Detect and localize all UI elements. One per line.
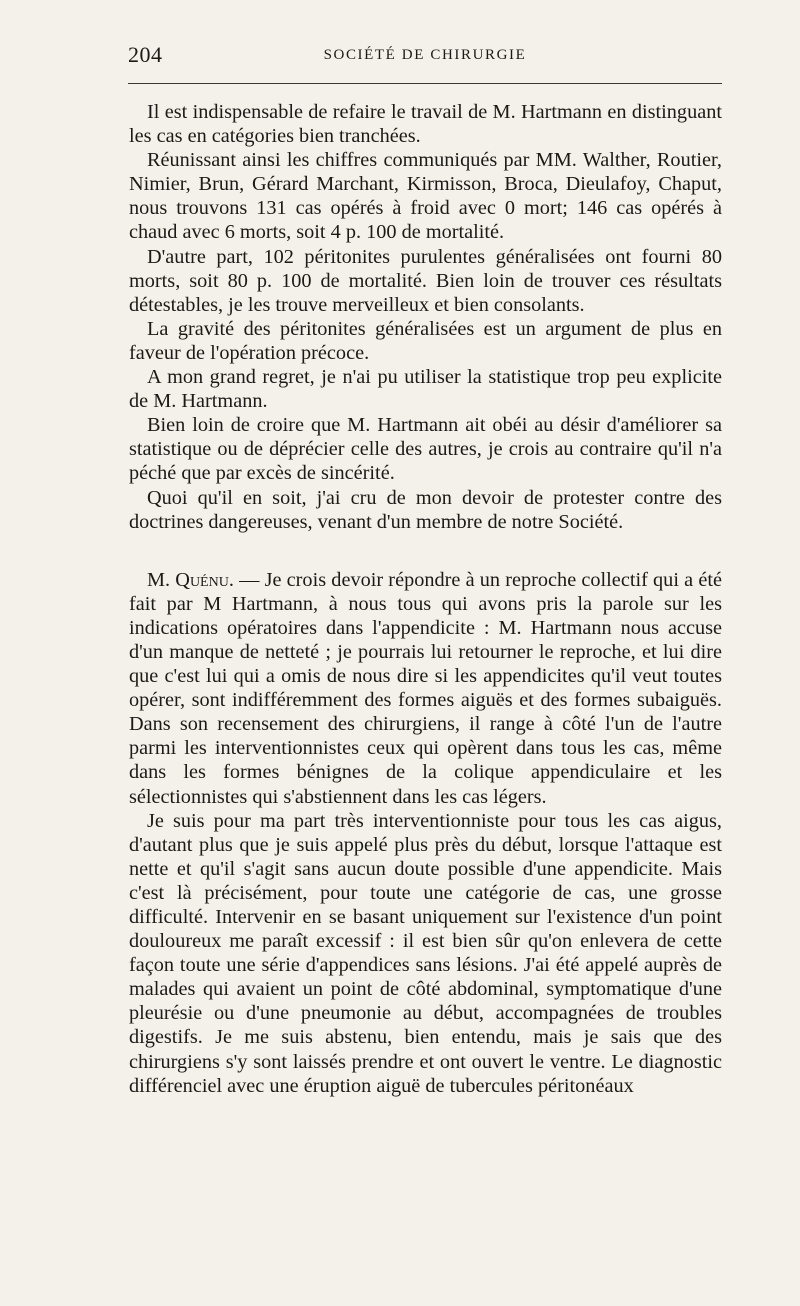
paragraph-2: Réunissant ainsi les chiffres communiqués par MM. Walther, Routier, Nimier, Brun, Gérard Marchant, Kirmisson, Broca, Dieulafoy, Chaput, nous trouvons 131 cas opérés à froid avec 0 mort; 146 cas opérés à chaud avec 6 morts, soit 4 p. 100 de mortalité. bbox=[129, 149, 722, 244]
paragraph-8-text: — Je crois devoir répondre à un reproche collectif qui a été fait par M Hartmann, à nous tous qui avons pris la parole sur les indications opératoires dans l'appendicite : M. Hartmann nous accuse d'un manque de netteté ; je pourrais lui retourner le reproche, et lui dire que c'est lui qui a omis de nous dire si les appendicites qu'il veut toutes opérer, sont indifféremment des formes aiguës et des formes subaiguës. Dans son recensement des chirurgiens, il range à côté l'un de l'autre parmi les interventionnistes ceux qui opèrent dans tous les cas, même dans les formes bénignes de la colique appendiculaire et les sélectionnistes qui s'abstiennent dans les cas légers. bbox=[129, 568, 722, 808]
paragraph-9: Je suis pour ma part très interventionniste pour tous les cas aigus, d'autant plus que je suis appelé plus près du début, lorsque l'attaque est nette et qu'il s'agit sans aucun doute possible d'une appendicite. Mais c'est là précisément, pour toute une catégorie de cas, une grosse difficulté. Intervenir en se basant uniquement sur l'existence d'un point douloureux me paraît excessif : il est bien sûr qu'on enlevera de cette façon toute une série d'appendices sans lésions. J'ai été appelé auprès de malades qui avaient un point de côté abdominal, symptomatique d'une pleurésie ou d'une pneumonie au début, accompagnées de troubles digestifs. Je me suis abstenu, bien entendu, mais je sais que des chirurgiens s'y sont laissés prendre et ont ouvert le ventre. Le diagnostic différenciel avec une éruption aiguë de tubercules péritonéaux bbox=[129, 809, 722, 1097]
paragraph-4: La gravité des péritonites généralisées est un argument de plus en faveur de l'opération précoce. bbox=[129, 317, 722, 364]
speaker-name: M. Quénu. bbox=[147, 568, 234, 591]
running-title: SOCIÉTÉ DE CHIRURGIE bbox=[323, 47, 527, 63]
body-text bbox=[129, 100, 722, 1098]
paragraph-3: D'autre part, 102 péritonites purulentes généralisées ont fourni 80 morts, soit 80 p. 100 de mortalité. Bien loin de trouver ces résultats détestables, je les trouve merveilleux et bien consolants. bbox=[129, 245, 722, 316]
page-number: 204 bbox=[128, 42, 163, 67]
paragraph-1: Il est indispensable de refaire le travail de M. Hartmann en distinguant les cas en catégories bien tranchées. bbox=[129, 101, 722, 148]
page-header bbox=[128, 38, 722, 78]
paragraph-7: Quoi qu'il en soit, j'ai cru de mon devoir de protester contre des doctrines dangereuses, venant d'un membre de notre Société. bbox=[129, 486, 722, 533]
paragraph-5: A mon grand regret, je n'ai pu utiliser la statistique trop peu explicite de M. Hartmann. bbox=[129, 366, 722, 413]
header-rule bbox=[128, 83, 722, 84]
paragraph-8 bbox=[129, 568, 722, 809]
paragraph-6: Bien loin de croire que M. Hartmann ait obéi au désir d'améliorer sa statistique ou de déprécier celle des autres, je crois au contraire qu'il n'a péché que par excès de sincérité. bbox=[129, 414, 722, 485]
